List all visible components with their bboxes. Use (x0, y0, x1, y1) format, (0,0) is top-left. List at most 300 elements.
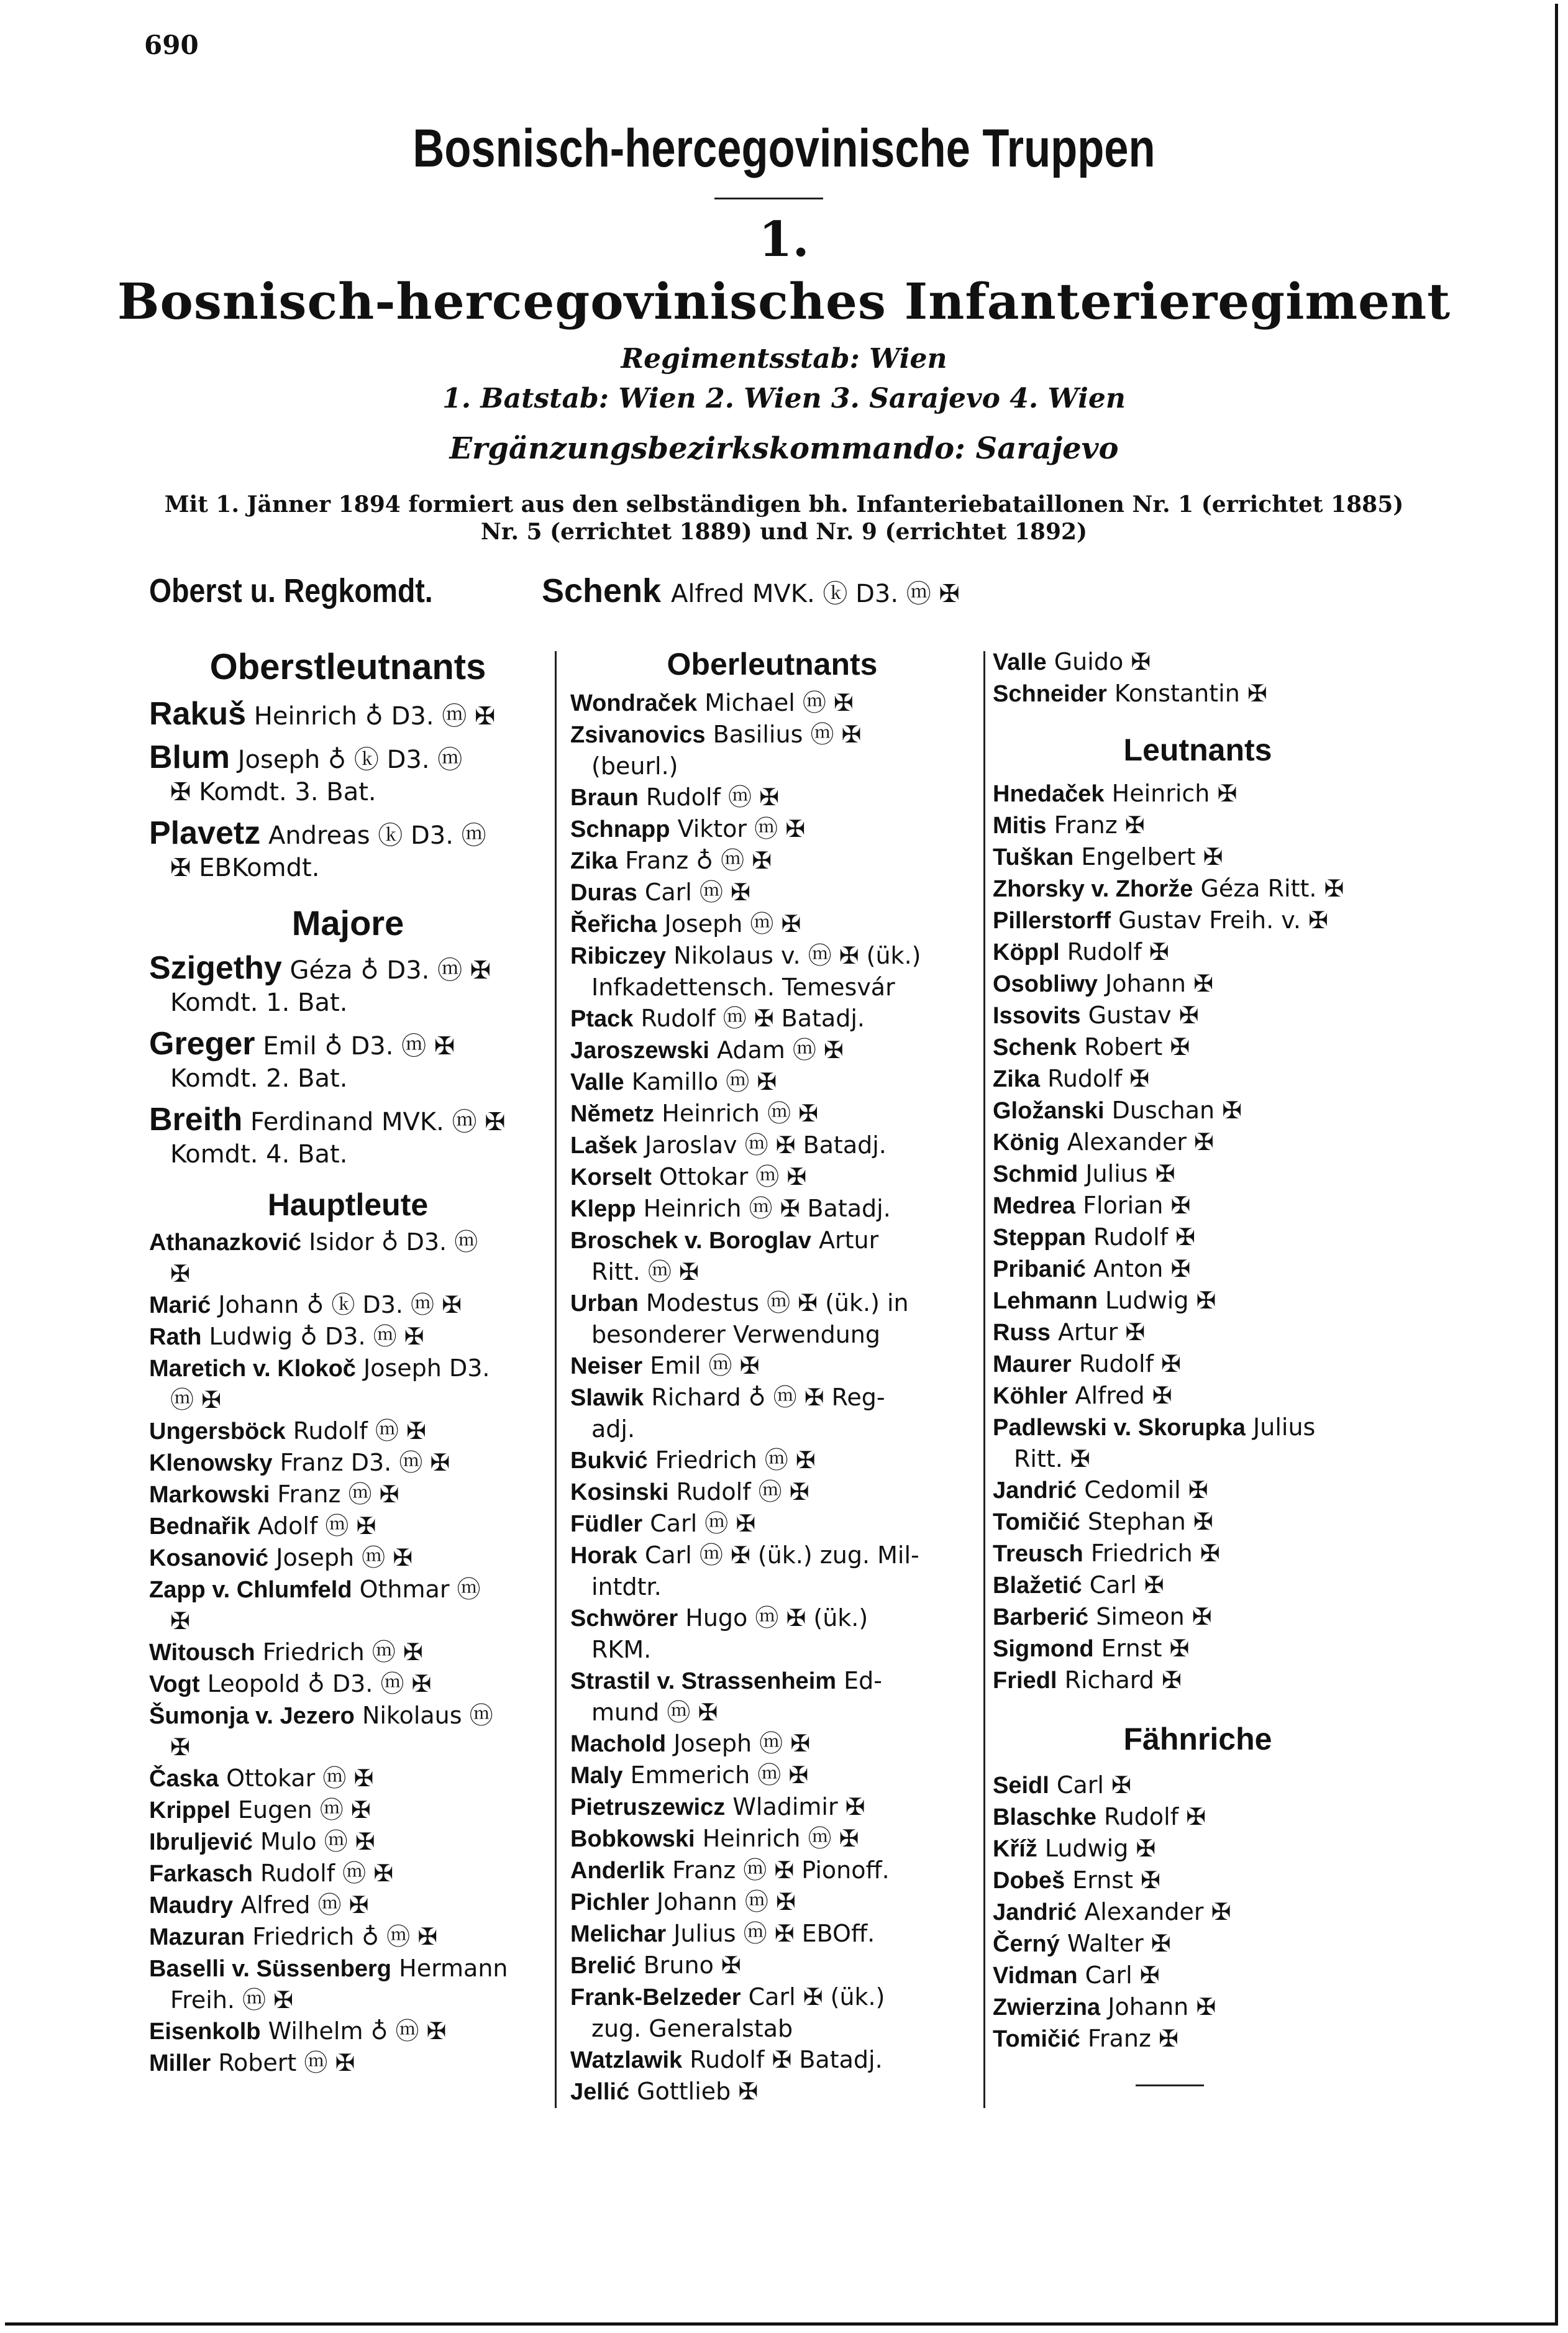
officer-surname: Schenk (993, 1034, 1077, 1061)
list-item (993, 1601, 1403, 1633)
list-item (570, 687, 974, 719)
list-item (570, 1287, 974, 1350)
officer-surname: Rakuš (149, 696, 247, 732)
officer-details: Géza ♁ D3. ⓜ ✠ (289, 956, 491, 985)
officer-surname: Nĕmetz (570, 1101, 655, 1127)
list-item (570, 1950, 974, 1981)
officer-surname: Miller (149, 2050, 211, 2076)
list-oberstleutnants (149, 698, 547, 884)
entry-line (570, 1602, 974, 1634)
entry-line (993, 1474, 1403, 1506)
list-item (149, 1321, 547, 1353)
list-item (993, 1538, 1403, 1569)
officer-surname: Ribiczey (570, 943, 667, 969)
officer-surname: Watzlawik (570, 2047, 683, 2073)
list-oberleutnants (570, 687, 974, 2107)
officer-surname: Breith (149, 1102, 243, 1138)
entry-line (993, 646, 1403, 678)
officer-surname: Ungersböck (149, 1418, 286, 1445)
officer-details: Friedrich ⓜ ✠ (262, 1638, 423, 1666)
column-2 (570, 646, 974, 2107)
entry-line (570, 1382, 974, 1413)
entry-line (149, 1353, 547, 1384)
officer-details: Friedrich ✠ (1090, 1540, 1220, 1567)
officer-details: Carl ✠ (1056, 1771, 1131, 1799)
officer-surname: Köhler (993, 1383, 1068, 1409)
entry-line (570, 940, 974, 972)
entry-line (993, 1865, 1403, 1896)
list-majore (149, 952, 547, 1171)
officer-details: Carl ✠ (1085, 1961, 1160, 1989)
officer-surname: Duras (570, 880, 637, 906)
officer-details: Carl ✠ (1089, 1571, 1164, 1599)
entry-line (149, 1953, 547, 1984)
officer-surname: Slawik (570, 1385, 644, 1411)
entry-line (149, 741, 547, 776)
list-item (570, 782, 974, 813)
officer-surname: Časka (149, 1766, 219, 1792)
column-divider-2 (983, 651, 985, 2108)
list-item (570, 1350, 974, 1382)
officer-details: Stephan ✠ (1087, 1508, 1213, 1535)
officer-surname: Witousch (149, 1640, 255, 1666)
list-item (993, 1190, 1403, 1221)
officer-surname: König (993, 1130, 1060, 1156)
officer-surname: Baselli v. Süssenberg (149, 1956, 392, 1982)
list-item (993, 873, 1403, 905)
list-item (570, 1728, 974, 1760)
list-item (149, 1479, 547, 1510)
list-item (570, 940, 974, 1003)
officer-surname: Vidman (993, 1963, 1078, 1989)
entry-line (570, 1225, 974, 1256)
officer-details: Simeon ✠ (1096, 1603, 1212, 1630)
officer-details: Jaroslav ⓜ ✠ Batadj. (644, 1131, 887, 1159)
formation-note (0, 491, 1568, 546)
battalion-staffs: 1. Batstab: Wien 2. Wien 3. Sarajevo 4. Wien (442, 383, 1126, 414)
entry-line (570, 782, 974, 813)
entry-line (149, 1447, 547, 1479)
list-item (993, 1317, 1403, 1348)
list-item (570, 1003, 974, 1034)
entry-line (149, 1921, 547, 1953)
list-item (149, 1510, 547, 1542)
list-item (570, 877, 974, 908)
officer-surname: Kosanović (149, 1545, 269, 1571)
end-rule (1136, 2084, 1204, 2086)
officer-surname: Athanazković (149, 1230, 301, 1256)
officer-details: Leopold ♁ D3. ⓜ ✠ (207, 1670, 432, 1697)
officer-details: Michael ⓜ ✠ (704, 689, 854, 716)
officer-note: (beurl.) (591, 752, 678, 780)
officer-details: Rudolf ⓜ ✠ (260, 1860, 394, 1887)
entry-line (149, 1889, 547, 1921)
officer-note: Freih. ⓜ ✠ (170, 1986, 293, 2014)
officer-note: Ritt. ✠ (1014, 1445, 1090, 1472)
list-leutnants (993, 778, 1403, 1696)
officer-surname: Pillerstorff (993, 908, 1111, 934)
entry-line (570, 1981, 974, 2013)
list-item (149, 1700, 547, 1763)
entry-line (993, 873, 1403, 905)
officer-details: Franz ✠ (1087, 2025, 1178, 2052)
list-item (570, 2044, 974, 2076)
officer-surname: Marić (149, 1292, 211, 1318)
entry-line (149, 1763, 547, 1794)
entry-line (570, 1791, 974, 1823)
officer-surname: Sigmond (993, 1636, 1094, 1662)
officer-surname: Farkasch (149, 1861, 253, 1887)
page-title: Bosnisch-hercegovinische Truppen (413, 119, 1155, 178)
officer-note: intdtr. (591, 1573, 662, 1600)
officer-details: Artur ✠ (1058, 1318, 1146, 1346)
officer-surname: Tuškan (993, 844, 1074, 870)
officer-surname: Neiser (570, 1353, 643, 1379)
entry-line (570, 813, 974, 845)
officer-surname: Hnedaček (993, 781, 1105, 807)
list-item (570, 1760, 974, 1791)
officer-details: Joseph ⓜ ✠ (673, 1730, 811, 1757)
entry-line (570, 1476, 974, 1508)
list-item (993, 678, 1403, 710)
entry-line (993, 1506, 1403, 1538)
list-item (149, 2047, 547, 2079)
officer-surname: Zwierzina (993, 1994, 1101, 2020)
list-item (993, 1769, 1403, 1801)
officer-details: Heinrich ♁ D3. ⓜ ✠ (253, 702, 496, 731)
officer-details: Rudolf ✠ Batadj. (690, 2046, 883, 2073)
regiment-number: 1. (759, 211, 809, 268)
list-item (149, 1763, 547, 1794)
recruiting-command: Ergänzungsbezirkskommando: Sarajevo (449, 431, 1119, 466)
officer-surname: Lehmann (993, 1288, 1098, 1314)
officer-surname: Jandrić (993, 1477, 1077, 1504)
officer-surname: Wondraček (570, 690, 698, 716)
list-item (570, 719, 974, 782)
officer-surname: Schwörer (570, 1605, 678, 1632)
list-item (149, 1889, 547, 1921)
officer-surname: Jandrić (993, 1899, 1077, 1925)
list-item (149, 1668, 547, 1700)
entry-line (149, 1226, 547, 1258)
officer-details: Anton ✠ (1093, 1255, 1191, 1282)
officer-note: ✠ Komdt. 3. Bat. (170, 778, 376, 806)
list-item (149, 1028, 547, 1095)
list-item (993, 1095, 1403, 1126)
officer-details: Ludwig ✠ (1044, 1835, 1156, 1862)
officer-note: RKM. (591, 1636, 652, 1663)
list-item (993, 1928, 1403, 1960)
entry-line (993, 1317, 1403, 1348)
officer-surname: Šumonja v. Jezero (149, 1703, 355, 1729)
list-item (149, 952, 547, 1019)
list-item (149, 1415, 547, 1447)
officer-details: Hermann (399, 1955, 508, 1982)
officer-note: besonderer Verwendung (591, 1321, 880, 1348)
officer-details: Carl ⓜ ✠ (650, 1510, 756, 1537)
entry-line (149, 1028, 547, 1062)
officer-surname: Broschek v. Boroglav (570, 1228, 811, 1254)
officer-details: Rudolf ✠ (1103, 1803, 1206, 1830)
entry-line (993, 1633, 1403, 1664)
officer-details: Duschan ✠ (1111, 1097, 1242, 1124)
officer-details: Engelbert ✠ (1081, 843, 1223, 870)
officer-details: Julius ✠ (1085, 1160, 1175, 1187)
entry-line (993, 1569, 1403, 1601)
colonel-details: Alfred MVK. ⓚ D3. ⓜ ✠ (671, 580, 960, 608)
entry-line (993, 1348, 1403, 1380)
list-item (570, 1918, 974, 1950)
list-item (993, 968, 1403, 1000)
entry-line (570, 1098, 974, 1130)
list-item (570, 1225, 974, 1287)
officer-surname: Zsivanovics (570, 722, 706, 748)
list-item (993, 1801, 1403, 1833)
entry-line (993, 778, 1403, 810)
list-item (149, 1921, 547, 1953)
entry-line (993, 1928, 1403, 1960)
entry-line (993, 1285, 1403, 1317)
officer-note: Ritt. ⓜ ✠ (591, 1258, 699, 1285)
officer-surname: Medrea (993, 1193, 1076, 1219)
entry-line (993, 936, 1403, 968)
officer-details: Alexander ✠ (1084, 1898, 1231, 1925)
list-item (993, 936, 1403, 968)
officer-details: Guido ✠ (1054, 648, 1151, 675)
officer-surname: Klepp (570, 1196, 636, 1222)
officer-details: Heinrich ✠ (1111, 780, 1238, 807)
entry-line (993, 1412, 1403, 1443)
officer-surname: Zhorsky v. Zhorže (993, 876, 1193, 902)
officer-surname: Zika (993, 1066, 1041, 1092)
officer-note: ✠ (170, 1607, 190, 1635)
list-item (149, 1226, 547, 1289)
list-item (149, 2016, 547, 2047)
officer-details: Ottokar ⓜ ✠ (659, 1163, 807, 1190)
entry-line (570, 1193, 974, 1225)
officer-details: Franz ⓜ ✠ Pionoff. (672, 1856, 890, 1884)
officer-details: Joseph ⓜ ✠ (276, 1544, 413, 1571)
officer-surname: Vogt (149, 1671, 200, 1697)
list-item (149, 1637, 547, 1668)
list-item (149, 1447, 547, 1479)
officer-details: Kamillo ⓜ ✠ (631, 1068, 777, 1095)
officer-surname: Braun (570, 785, 639, 811)
entry-line (993, 841, 1403, 873)
officer-details: Alfred ⓜ ✠ (240, 1891, 369, 1919)
list-item (149, 1794, 547, 1826)
entry-line (993, 1190, 1403, 1221)
officer-surname: Brelić (570, 1953, 636, 1979)
colonel-entry (542, 572, 960, 610)
officer-details: Andreas ⓚ D3. ⓜ (268, 821, 486, 850)
list-item (993, 1000, 1403, 1031)
list-item (570, 1445, 974, 1476)
officer-surname: Bukvić (570, 1448, 648, 1474)
title-rule (714, 198, 823, 199)
entry-line (570, 1003, 974, 1034)
officer-details: Robert ⓜ ✠ (218, 2049, 355, 2076)
entry-line (570, 1540, 974, 1571)
section-title-majore: Majore (291, 903, 404, 943)
officer-details: Carl ⓜ ✠ (ük.) zug. Mil- (644, 1541, 919, 1569)
officer-details: Richard ♁ ⓜ ✠ Reg- (651, 1384, 885, 1411)
entry-line (570, 1823, 974, 1855)
officer-details: Rudolf ✠ (1047, 1065, 1150, 1092)
entry-line (993, 1158, 1403, 1190)
list-item (570, 1476, 974, 1508)
officer-details: Florian ✠ (1083, 1192, 1191, 1219)
officer-surname: Pichler (570, 1889, 649, 1915)
officer-surname: Kosinski (570, 1479, 669, 1505)
section-title-leutnants: Leutnants (1123, 733, 1272, 767)
list-item (570, 1602, 974, 1665)
list-item (993, 1865, 1403, 1896)
officer-surname: Ptack (570, 1006, 634, 1032)
officer-surname: Frank-Belzeder (570, 1984, 741, 2011)
officer-details: Bruno ✠ (643, 1952, 741, 1979)
officer-details: Emil ♁ D3. ⓜ ✠ (263, 1032, 455, 1061)
section-title-fahnriche: Fähnriche (1123, 1722, 1272, 1756)
officer-details: Heinrich ⓜ ✠ Batadj. (643, 1195, 891, 1222)
officer-surname: Tomičić (993, 1509, 1080, 1535)
officer-details: Friedrich ♁ ⓜ ✠ (252, 1923, 438, 1950)
officer-details: Julius ⓜ ✠ EBOff. (673, 1920, 875, 1947)
officer-details: Johann ✠ (1105, 970, 1213, 997)
officer-surname: Schmid (993, 1161, 1078, 1187)
officer-surname: Barberić (993, 1604, 1089, 1630)
entry-line (993, 1380, 1403, 1412)
officer-surname: Pribanić (993, 1256, 1086, 1282)
officer-note: ✠ EBKomdt. (170, 854, 320, 882)
officer-details: Alfred ✠ (1075, 1382, 1172, 1409)
entry-line (993, 1801, 1403, 1833)
list-item (570, 1508, 974, 1540)
officer-details: Ludwig ♁ D3. ⓜ ✠ (209, 1323, 424, 1350)
entry-line (149, 952, 547, 987)
officer-details: Rudolf ✠ (1078, 1350, 1181, 1377)
entry-line (993, 1601, 1403, 1633)
officer-note: ✠ (170, 1260, 190, 1287)
officer-details: Franz D3. ⓜ ✠ (280, 1449, 450, 1476)
officer-details: Isidor ♁ D3. ⓜ (309, 1228, 478, 1256)
entry-line (993, 1538, 1403, 1569)
entry-line (993, 1664, 1403, 1696)
officer-details: Heinrich ⓜ ✠ (662, 1100, 819, 1127)
entry-line (149, 1510, 547, 1542)
entry-line (570, 845, 974, 877)
entry-line (993, 678, 1403, 710)
officer-surname: Urban (570, 1290, 639, 1317)
officer-surname: Eisenkolb (149, 2019, 261, 2045)
officer-details: Nikolaus v. ⓜ ✠ (ük.) (673, 942, 921, 969)
entry-line (570, 687, 974, 719)
officer-details: Ferdinand MVK. ⓜ ✠ (250, 1108, 506, 1136)
officer-surname: Seidl (993, 1773, 1049, 1799)
page-number: 690 (144, 30, 199, 60)
officer-surname: Füdler (570, 1511, 643, 1537)
formation-note-line-1: Mit 1. Jänner 1894 formiert aus den selbständigen bh. Infanteriebataillonen Nr. 1 (errichtet 1885) (164, 491, 1404, 518)
entry-line (570, 877, 974, 908)
officer-surname: Zika (570, 848, 618, 874)
officer-details: Carl ⓜ ✠ (644, 879, 750, 906)
list-item (993, 1221, 1403, 1253)
list-item (993, 778, 1403, 810)
entry-line (993, 1896, 1403, 1928)
list-item (149, 1353, 547, 1415)
section-title-hauptleute: Hauptleute (267, 1187, 429, 1222)
officer-details: Cedomil ✠ (1084, 1476, 1208, 1504)
entry-line (149, 1668, 547, 1700)
officer-surname: Řeřicha (570, 911, 657, 938)
officer-surname: Russ (993, 1320, 1051, 1346)
list-item (993, 1158, 1403, 1190)
list-item (993, 1506, 1403, 1538)
entry-line (570, 1066, 974, 1098)
officer-details: Ottokar ⓜ ✠ (226, 1765, 374, 1792)
entry-line (993, 1253, 1403, 1285)
list-hauptleute (149, 1226, 547, 2079)
officer-surname: Valle (993, 649, 1047, 675)
list-item (570, 1193, 974, 1225)
list-item (570, 1066, 974, 1098)
officer-surname: Friedl (993, 1668, 1057, 1694)
officer-details: Alexander ✠ (1067, 1128, 1214, 1156)
entry-line (149, 1321, 547, 1353)
officer-surname: Jaroszewski (570, 1038, 709, 1064)
list-item (570, 1161, 974, 1193)
officer-note: Komdt. 1. Bat. (170, 988, 348, 1017)
officer-surname: Strastil v. Strassenheim (570, 1668, 837, 1694)
list-item (993, 905, 1403, 936)
entry-line (570, 1728, 974, 1760)
officer-surname: Bednařik (149, 1513, 250, 1540)
list-item (149, 1953, 547, 2016)
entry-line (149, 2016, 547, 2047)
column-1 (149, 646, 547, 2079)
column-3 (993, 646, 1403, 2055)
entry-line (993, 1063, 1403, 1095)
officer-details: Ernst ✠ (1101, 1635, 1190, 1662)
list-item (570, 845, 974, 877)
officer-details: Basilius ⓜ ✠ (713, 721, 862, 748)
officer-surname: Korselt (570, 1164, 652, 1190)
officer-surname: Mazuran (149, 1924, 245, 1950)
entry-line (149, 1415, 547, 1447)
entry-line (993, 1991, 1403, 2023)
officer-details: Joseph ⓜ ✠ (664, 910, 801, 938)
entry-line (149, 1289, 547, 1321)
officer-note: mund ⓜ ✠ (591, 1699, 718, 1726)
entry-line (149, 817, 547, 852)
entry-line (993, 905, 1403, 936)
officer-details: Rudolf ⓜ ✠ Batadj. (640, 1005, 865, 1032)
entry-line (570, 2076, 974, 2107)
list-item (993, 1063, 1403, 1095)
officer-details: Modestus ⓜ ✠ (ük.) in (645, 1289, 909, 1317)
officer-surname: Melichar (570, 1921, 667, 1947)
entry-line (570, 1855, 974, 1886)
officer-note: Infkadettensch. Temesvár (591, 974, 895, 1001)
officer-surname: Gložanski (993, 1098, 1105, 1124)
officer-surname: Ibruljević (149, 1829, 253, 1855)
list-item (570, 1791, 974, 1823)
officer-details: Hugo ⓜ ✠ (ük.) (685, 1604, 868, 1632)
regimental-staff: Regimentsstab: Wien (621, 343, 947, 375)
officer-details: Walter ✠ (1067, 1930, 1171, 1957)
entry-line (570, 1665, 974, 1697)
officer-surname: Maly (570, 1763, 623, 1789)
